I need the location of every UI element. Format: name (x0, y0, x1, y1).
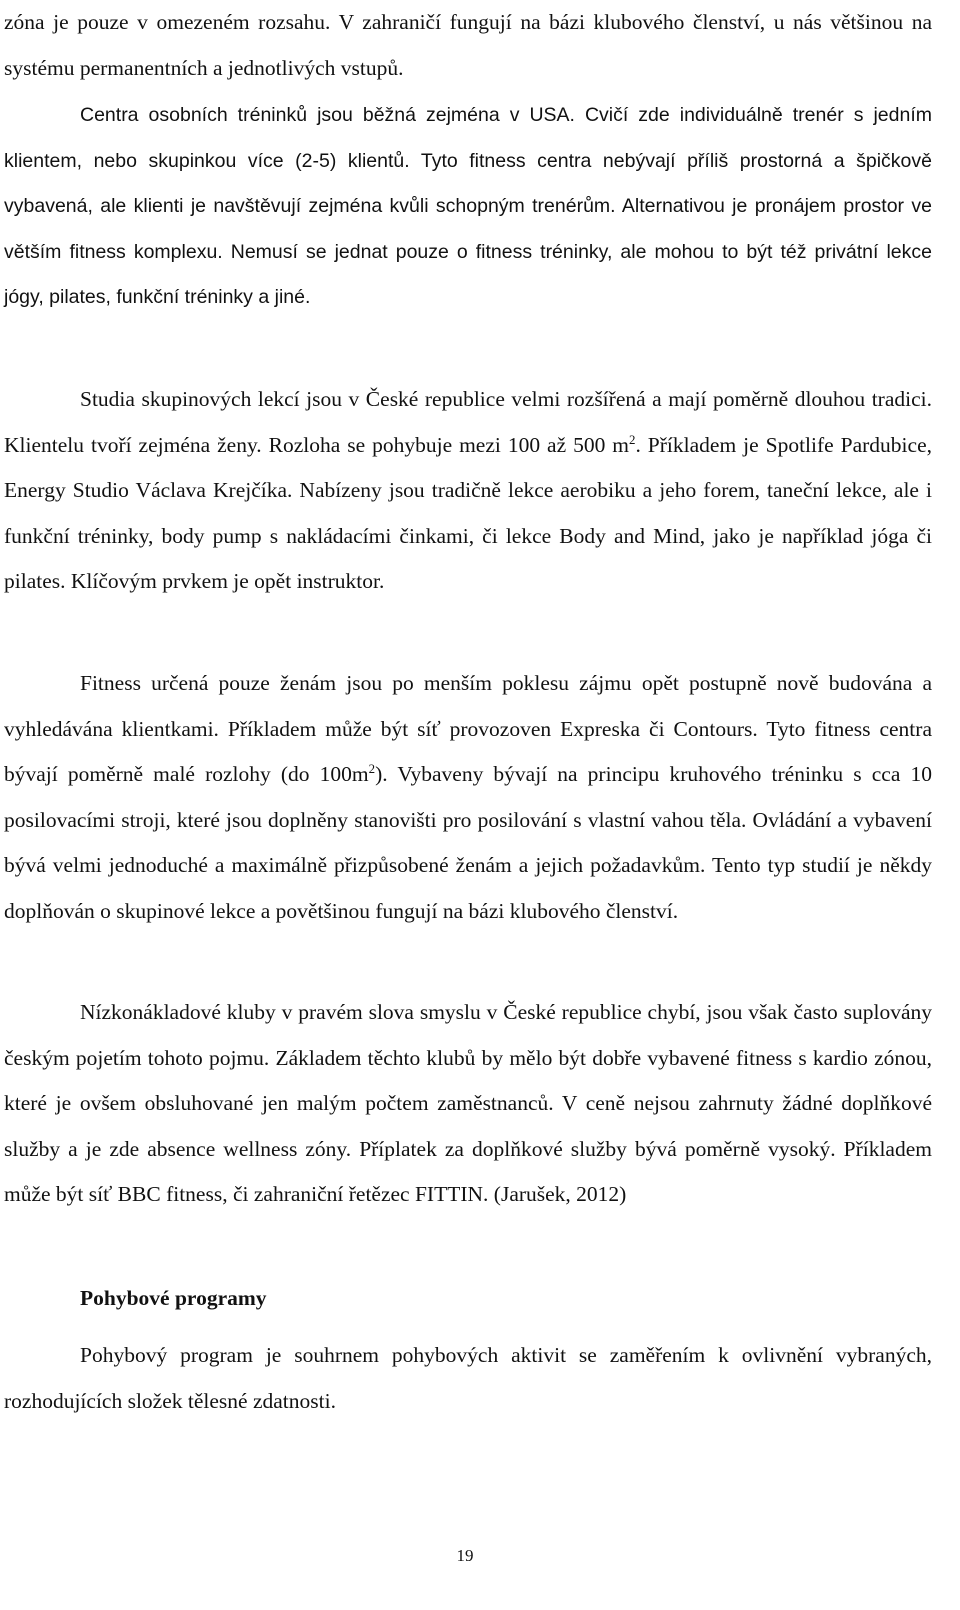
paragraph-membership (4, 0, 932, 91)
paragraph-women-fitness-text-b: ). Vybaveny bývají na principu kruhového tréninku s cca 10 posilovacími stroji, které jsou doplněny stanovišti pro posilování s vlastní vahou těla. Ovládání a vybavení bývá velmi jednoduché a maximálně přizpůsobené ženám a jejich požadavkům. Tento typ studií je někdy doplňován o skupinové lekce a povětšinou fungují na bázi klubového členství. (4, 762, 932, 923)
section-heading: Pohybové programy (80, 1286, 267, 1310)
paragraph-women-fitness-text-a: Fitness určená pouze ženám jsou po menším poklesu zájmu opět postupně nově budována a vyhledávána klientkami. Příkladem může být síť provozoven Expreska či Contours. Tyto fitness centra bývají poměrně malé rozlohy (do 100m (4, 671, 932, 786)
paragraph-group-studios-text-b: . Příkladem je Spotlife Pardubice, Energy Studio Václava Krejčíka. Nabízeny jsou tradičně lekce aerobiku a jeho forem, taneční lekce, ale i funkční tréninky, body pump s nakládacími činkami, či lekce Body and Mind, jako je například jóga či pilates. Klíčovým prvkem je opět instruktor. (4, 432, 932, 593)
paragraph-group-studios-text-a: Studia skupinových lekcí jsou v České republice velmi rozšířená a mají poměrně dlouhou tradici. Klientelu tvoří zejména ženy. Rozloha se pohybuje mezi 100 až 500 m (4, 387, 932, 457)
paragraph-women-fitness (4, 661, 932, 934)
paragraph-low-cost-clubs (4, 990, 932, 1218)
page-number: 19 (456, 1546, 474, 1565)
paragraph-group-studios (4, 377, 932, 605)
paragraph-movement-program-text: Pohybový program je souhrnem pohybových aktivit se zaměřením k ovlivnění vybraných, rozhodujících složek tělesné zdatnosti. (4, 1343, 932, 1413)
paragraph-personal-training-text: Centra osobních tréninků jsou běžná zejména v USA. Cvičí zde individuálně trenér s jedním klientem, nebo skupinkou více (2-5) klientů. Tyto fitness centra nebývají příliš prostorná a špičkově vybavená, ale klienti je navštěvují zejména kvůli schopným trenérům. Alternativou je pronájem prostor ve větším fitness komplexu. Nemusí se jednat pouze o fitness tréninky, ale mohou to být též privátní lekce jógy, pilates, funkční tréninky a jiné. (4, 104, 932, 308)
paragraph-movement-program (4, 1333, 932, 1424)
paragraph-membership-text: zóna je pouze v omezeném rozsahu. V zahraničí fungují na bázi klubového členství, u nás většinou na systému permanentních a jednotlivých vstupů. (4, 10, 932, 80)
paragraph-low-cost-clubs-text: Nízkonákladové kluby v pravém slova smyslu v České republice chybí, jsou však často suplovány českým pojetím tohoto pojmu. Základem těchto klubů by mělo být dobře vybavené fitness s kardio zónou, které je ovšem obsluhované jen malým počtem zaměstnanců. V ceně nejsou zahrnuty žádné doplňkové služby a je zde absence wellness zóny. Příplatek za doplňkové služby bývá poměrně vysoký. Příkladem může být síť BBC fitness, či zahraniční řetězec FITTIN. (Jarušek, 2012) (4, 1000, 932, 1206)
superscript-2: 2 (368, 761, 376, 776)
superscript-2: 2 (629, 432, 636, 447)
paragraph-personal-training (4, 93, 932, 321)
